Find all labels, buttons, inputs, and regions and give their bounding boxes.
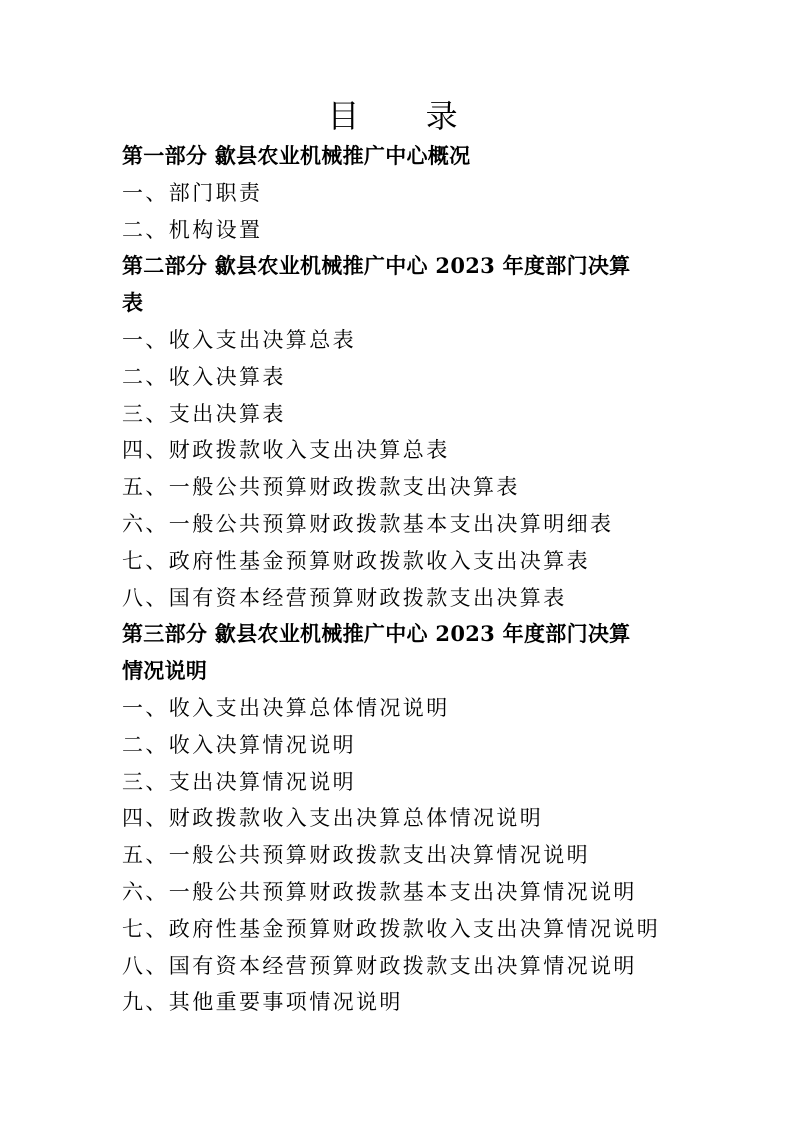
toc-item: 五、一般公共预算财政拨款支出决算情况说明: [122, 843, 590, 868]
part2-heading-line1: 第二部分 歙县农业机械推广中心 2023 年度部门决算: [122, 253, 631, 279]
toc-item: 五、一般公共预算财政拨款支出决算表: [122, 475, 520, 500]
toc-item: 一、收入支出决算总体情况说明: [122, 695, 450, 720]
toc-item: 二、收入决算情况说明: [122, 732, 356, 757]
toc-item: 七、政府性基金预算财政拨款收入支出决算情况说明: [122, 916, 661, 941]
page-title: 目 录: [327, 97, 486, 135]
toc-item: 三、支出决算表: [122, 401, 286, 426]
toc-item: 七、政府性基金预算财政拨款收入支出决算表: [122, 548, 590, 573]
part1-heading: 第一部分 歙县农业机械推广中心概况: [122, 143, 471, 168]
toc-item: 八、国有资本经营预算财政拨款支出决算情况说明: [122, 953, 637, 978]
toc-item: 九、其他重要事项情况说明: [122, 990, 403, 1015]
toc-item: 二、收入决算表: [122, 364, 286, 389]
toc-item: 四、财政拨款收入支出决算总体情况说明: [122, 806, 544, 831]
toc-item: 三、支出决算情况说明: [122, 769, 356, 794]
toc-item: 六、一般公共预算财政拨款基本支出决算情况说明: [122, 879, 637, 904]
toc-item: 四、财政拨款收入支出决算总表: [122, 438, 450, 463]
toc-item: 一、收入支出决算总表: [122, 327, 356, 352]
part3-heading-line1: 第三部分 歙县农业机械推广中心 2023 年度部门决算: [122, 621, 631, 647]
toc-item: 六、一般公共预算财政拨款基本支出决算明细表: [122, 511, 614, 536]
toc-item: 二、机构设置: [122, 217, 263, 242]
part3-heading-line2: 情况说明: [122, 658, 208, 684]
toc-item: 一、部门职责: [122, 180, 263, 205]
toc-item: 八、国有资本经营预算财政拨款支出决算表: [122, 585, 567, 610]
part2-heading-line2: 表: [122, 290, 144, 316]
table-of-contents: [122, 138, 682, 1021]
